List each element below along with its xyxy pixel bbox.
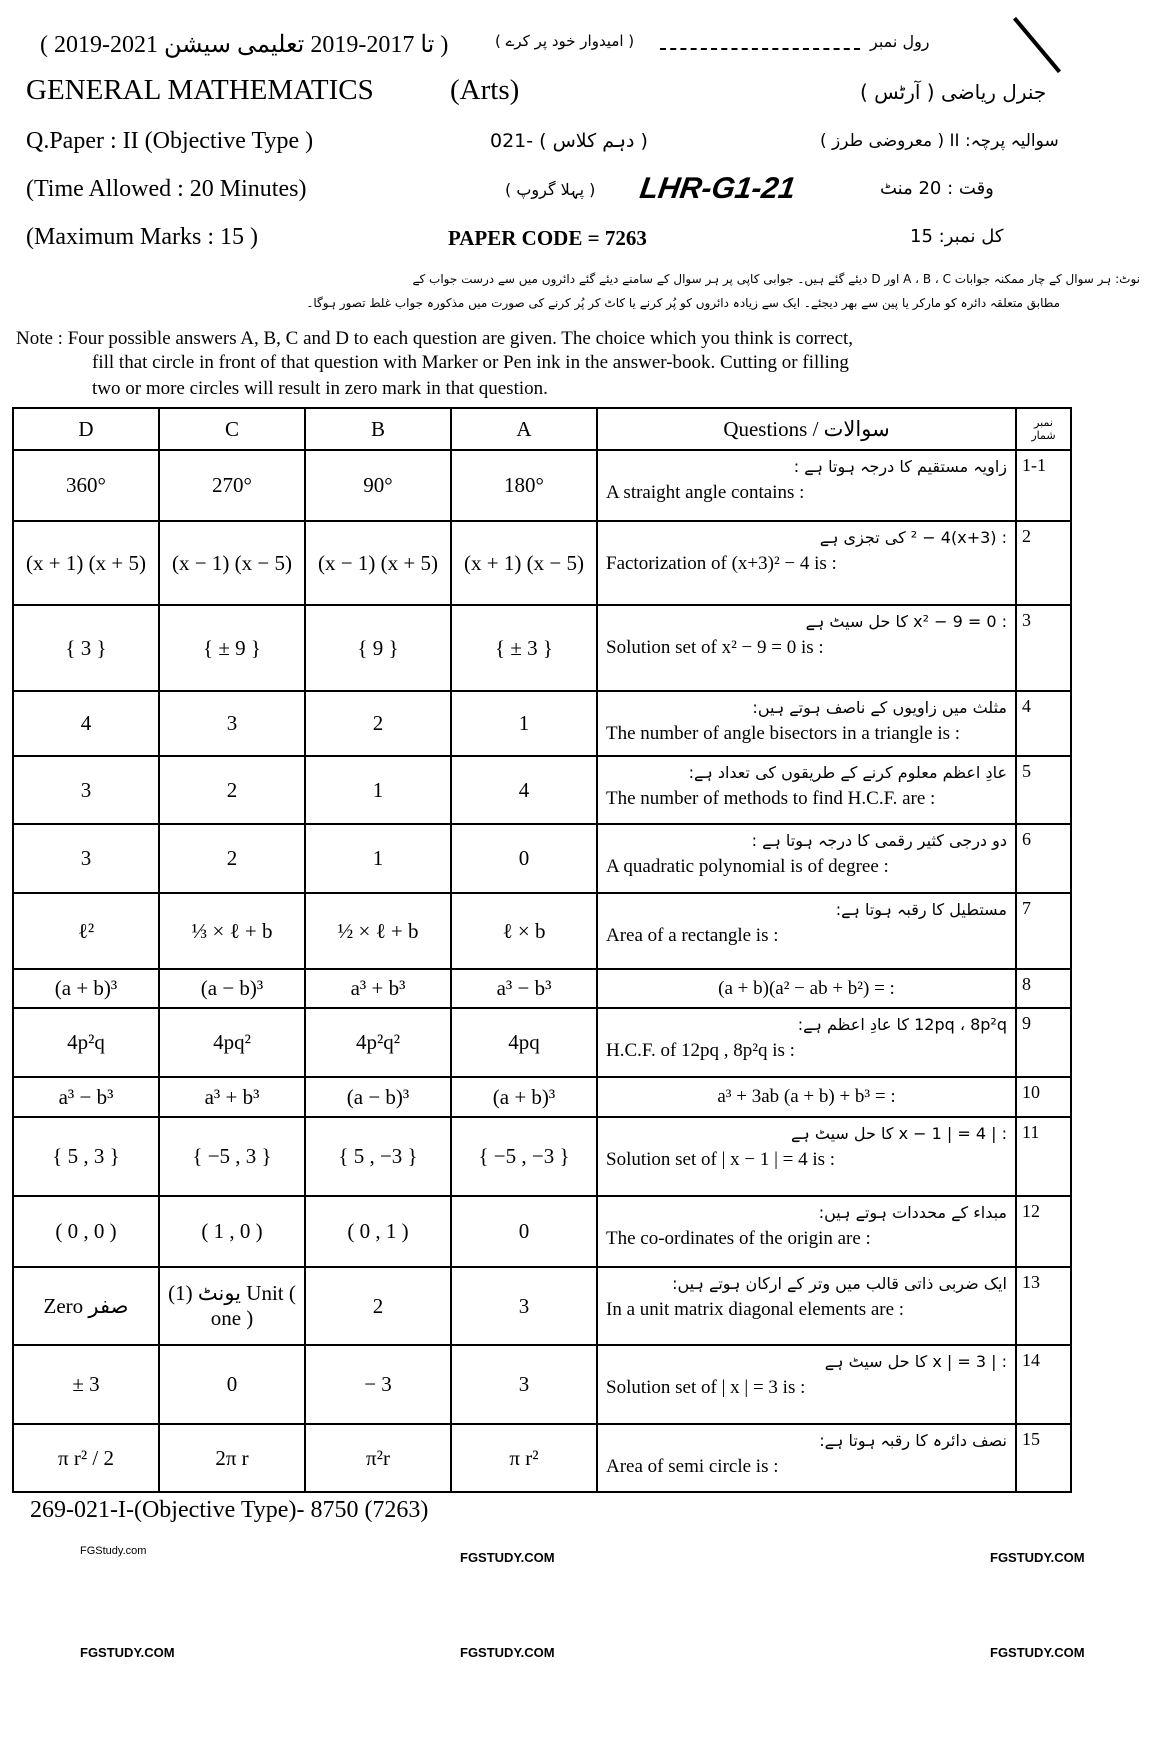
header-a: A <box>451 408 597 450</box>
option-b: 1 <box>305 756 451 824</box>
option-c: ( 1 , 0 ) <box>159 1196 305 1267</box>
watermark: FGSTUDY.COM <box>80 1645 175 1660</box>
question-urdu: زاویہ مستقیم کا درجہ ہوتا ہے : <box>793 457 1007 476</box>
option-b: 90° <box>305 450 451 521</box>
option-b: 2 <box>305 1267 451 1345</box>
option-c: 2 <box>159 756 305 824</box>
question-english: The number of methods to find H.C.F. are : <box>606 788 936 809</box>
questions-table <box>12 407 1072 1493</box>
question-english: a³ + 3ab (a + b) + b³ = : <box>717 1086 896 1107</box>
option-b: { 5 , −3 } <box>305 1117 451 1196</box>
table-row <box>13 1345 1071 1424</box>
question-cell <box>597 824 1016 893</box>
english-note-line-3: two or more circles will result in zero mark in that question. <box>92 378 548 399</box>
question-cell <box>597 1008 1016 1077</box>
option-a: 4 <box>451 756 597 824</box>
subject-arts: (Arts) <box>450 74 520 106</box>
subject-urdu: جنرل ریاضی ( آرٹس ) <box>860 80 1047 104</box>
question-cell <box>597 1077 1016 1117</box>
table-row <box>13 756 1071 824</box>
question-urdu: 12pq ، 8p²q کا عادِ اعظم ہے: <box>797 1015 1007 1034</box>
question-english: Area of a rectangle is : <box>606 925 779 946</box>
english-note-line-1: Note : Four possible answers A, B, C and D to each question are given. The choice which you think is correct, <box>16 328 854 349</box>
option-d: 360° <box>13 450 159 521</box>
table-row <box>13 605 1071 691</box>
option-a: π r² <box>451 1424 597 1492</box>
option-b: (a − b)³ <box>305 1077 451 1117</box>
option-d: π r² / 2 <box>13 1424 159 1492</box>
question-number: 4 <box>1016 691 1071 756</box>
question-number: 2 <box>1016 521 1071 605</box>
table-header-row <box>13 408 1071 450</box>
time-allowed: (Time Allowed : 20 Minutes) <box>26 176 307 202</box>
option-a: 3 <box>451 1345 597 1424</box>
question-cell <box>597 1117 1016 1196</box>
option-a: 180° <box>451 450 597 521</box>
paper-code: PAPER CODE = 7263 <box>448 226 647 250</box>
option-b: a³ + b³ <box>305 969 451 1008</box>
header-b: B <box>305 408 451 450</box>
session-label: ( 2019-2021 تا 2017-2019 تعلیمی سیشن ) <box>40 32 449 58</box>
option-d: { 3 } <box>13 605 159 691</box>
question-number: 10 <box>1016 1077 1071 1117</box>
option-c: 270° <box>159 450 305 521</box>
time-urdu: وقت : 20 منٹ <box>880 178 994 199</box>
option-d: 3 <box>13 824 159 893</box>
table-row <box>13 824 1071 893</box>
option-b: { 9 } <box>305 605 451 691</box>
option-c: یونٹ (1) Unit ( one ) <box>159 1267 305 1345</box>
question-number: 15 <box>1016 1424 1071 1492</box>
question-urdu: نصف دائرہ کا رقبہ ہوتا ہے: <box>819 1431 1007 1450</box>
option-c: (a − b)³ <box>159 969 305 1008</box>
pen-stroke-mark <box>1013 17 1061 73</box>
option-b: 2 <box>305 691 451 756</box>
question-cell <box>597 1196 1016 1267</box>
question-cell <box>597 1345 1016 1424</box>
paper-type: Q.Paper : II (Objective Type ) <box>26 128 314 154</box>
header-c: C <box>159 408 305 450</box>
table-row <box>13 1117 1071 1196</box>
question-cell <box>597 1267 1016 1345</box>
option-c: 2 <box>159 824 305 893</box>
question-number: 11 <box>1016 1117 1071 1196</box>
option-d: ( 0 , 0 ) <box>13 1196 159 1267</box>
option-a: 4pq <box>451 1008 597 1077</box>
max-marks: (Maximum Marks : 15 ) <box>26 224 258 250</box>
question-english: H.C.F. of 12pq , 8p²q is : <box>606 1040 795 1061</box>
question-urdu: : x² − 9 = 0 کا حل سیٹ ہے <box>805 612 1007 631</box>
header-questions: Questions / سوالات <box>597 408 1016 450</box>
watermark: FGSTUDY.COM <box>990 1645 1085 1660</box>
question-number: 8 <box>1016 969 1071 1008</box>
option-d: (a + b)³ <box>13 969 159 1008</box>
option-d: 3 <box>13 756 159 824</box>
subject-title: GENERAL MATHEMATICS <box>26 74 374 106</box>
table-row <box>13 1424 1071 1492</box>
option-a: a³ − b³ <box>451 969 597 1008</box>
question-number: 9 <box>1016 1008 1071 1077</box>
option-b: − 3 <box>305 1345 451 1424</box>
option-b: 4p²q² <box>305 1008 451 1077</box>
question-cell <box>597 605 1016 691</box>
question-urdu: : (x+3)² − 4 کی تجزی ہے <box>819 528 1007 547</box>
question-urdu: مبداء کے محددات ہوتے ہیں: <box>818 1203 1007 1222</box>
roll-no-field <box>660 48 860 50</box>
question-english: In a unit matrix diagonal elements are : <box>606 1299 905 1320</box>
watermark: FGSTUDY.COM <box>460 1645 555 1660</box>
question-urdu: مثلث میں زاویوں کے ناصف ہوتے ہیں: <box>752 698 1007 717</box>
option-c: 2π r <box>159 1424 305 1492</box>
question-english: Solution set of x² − 9 = 0 is : <box>606 637 824 658</box>
option-c: (x − 1) (x − 5) <box>159 521 305 605</box>
question-number: 5 <box>1016 756 1071 824</box>
option-a: 0 <box>451 1196 597 1267</box>
question-number: 1-1 <box>1016 450 1071 521</box>
question-urdu: : | x − 1 | = 4 کا حل سیٹ ہے <box>791 1124 1007 1143</box>
question-cell <box>597 969 1016 1008</box>
english-note-line-2: fill that circle in front of that question with Marker or Pen ink in the answer-book. Cutting or filling <box>92 352 849 373</box>
question-number: 12 <box>1016 1196 1071 1267</box>
table-row <box>13 1267 1071 1345</box>
question-cell <box>597 756 1016 824</box>
table-row <box>13 691 1071 756</box>
question-number: 6 <box>1016 824 1071 893</box>
handwritten-code: LHR-G1-21 <box>637 172 798 205</box>
option-d: 4p²q <box>13 1008 159 1077</box>
option-d: 4 <box>13 691 159 756</box>
option-c: ⅓ × ℓ + b <box>159 893 305 969</box>
marks-urdu: کل نمبر: 15 <box>910 226 1004 247</box>
option-a: { ± 3 } <box>451 605 597 691</box>
table-row <box>13 1008 1071 1077</box>
question-english: A quadratic polynomial is of degree : <box>606 856 889 877</box>
option-a: 3 <box>451 1267 597 1345</box>
question-english: Area of semi circle is : <box>606 1456 779 1477</box>
question-number: 7 <box>1016 893 1071 969</box>
option-d: ± 3 <box>13 1345 159 1424</box>
question-urdu: مستطیل کا رقبہ ہوتا ہے: <box>835 900 1007 919</box>
option-a: 1 <box>451 691 597 756</box>
question-cell <box>597 691 1016 756</box>
question-urdu: دو درجی کثیر رقمی کا درجہ ہوتا ہے : <box>751 831 1007 850</box>
question-number: 13 <box>1016 1267 1071 1345</box>
question-cell <box>597 521 1016 605</box>
table-row <box>13 1077 1071 1117</box>
question-english: The co-ordinates of the origin are : <box>606 1228 871 1249</box>
watermark: FGSTUDY.COM <box>990 1550 1085 1565</box>
table-row <box>13 1196 1071 1267</box>
header-qno: نمبر شمار <box>1016 408 1071 450</box>
option-a: ℓ × b <box>451 893 597 969</box>
question-cell <box>597 893 1016 969</box>
question-english: A straight angle contains : <box>606 482 805 503</box>
option-b: ( 0 , 1 ) <box>305 1196 451 1267</box>
option-b: 1 <box>305 824 451 893</box>
option-c: 4pq² <box>159 1008 305 1077</box>
option-a: { −5 , −3 } <box>451 1117 597 1196</box>
question-english: Solution set of | x | = 3 is : <box>606 1377 806 1398</box>
watermark: FGStudy.com <box>80 1545 147 1557</box>
question-english: The number of angle bisectors in a triangle is : <box>606 723 961 744</box>
option-b: ½ × ℓ + b <box>305 893 451 969</box>
urdu-note-line-1: نوٹ: ہر سوال کے چار ممکنہ جوابات A ، B ، C اور D دیئے گئے ہیں۔ جوابی کاپی پر ہر سوال کے سامنے دیئے گئے دائروں میں سے درست جواب کے <box>412 272 1140 286</box>
table-row <box>13 450 1071 521</box>
option-d: Zero صفر <box>13 1267 159 1345</box>
option-a: (a + b)³ <box>451 1077 597 1117</box>
option-c: a³ + b³ <box>159 1077 305 1117</box>
option-c: 3 <box>159 691 305 756</box>
option-a: 0 <box>451 824 597 893</box>
candidate-note: ( امیدوار خود پر کرے ) <box>495 32 635 50</box>
question-english: (a + b)(a² − ab + b²) = : <box>718 977 895 999</box>
paper-type-urdu: سوالیہ پرچہ: II ( معروضی طرز ) <box>820 131 1059 151</box>
option-b: (x − 1) (x + 5) <box>305 521 451 605</box>
option-d: (x + 1) (x + 5) <box>13 521 159 605</box>
table-row <box>13 521 1071 605</box>
header-d: D <box>13 408 159 450</box>
option-d: { 5 , 3 } <box>13 1117 159 1196</box>
option-b: π²r <box>305 1424 451 1492</box>
option-a: (x + 1) (x − 5) <box>451 521 597 605</box>
urdu-note-line-2: مطابق متعلقہ دائرہ کو مارکر یا پین سے بھر دیجئے۔ ایک سے زیادہ دائروں کو پُر کرنے یا کاٹ کر پُر کرنے کی صورت میں مذکورہ جواب غلط تصور ہوگا۔ <box>306 296 1060 310</box>
question-number: 3 <box>1016 605 1071 691</box>
watermark: FGSTUDY.COM <box>460 1550 555 1565</box>
question-urdu: ایک ضربی ذاتی قالب میں وتر کے ارکان ہوتے ہیں: <box>672 1274 1007 1293</box>
option-d: ℓ² <box>13 893 159 969</box>
question-cell <box>597 1424 1016 1492</box>
option-c: 0 <box>159 1345 305 1424</box>
group-label: ( پہلا گروپ ) <box>505 180 596 199</box>
question-english: Factorization of (x+3)² − 4 is : <box>606 553 837 574</box>
roll-no-label: رول نمبر <box>870 32 930 51</box>
question-number: 14 <box>1016 1345 1071 1424</box>
question-urdu: عادِ اعظم معلوم کرنے کے طریقوں کی تعداد ہے: <box>688 763 1007 782</box>
option-c: { ± 9 } <box>159 605 305 691</box>
question-urdu: : | x | = 3 کا حل سیٹ ہے <box>824 1352 1007 1371</box>
option-c: { −5 , 3 } <box>159 1117 305 1196</box>
class-code: ( دہم کلاس ) -021 <box>490 130 648 152</box>
question-cell <box>597 450 1016 521</box>
question-english: Solution set of | x − 1 | = 4 is : <box>606 1149 836 1170</box>
footer-code: 269-021-I-(Objective Type)- 8750 (7263) <box>30 1497 429 1523</box>
table-row <box>13 893 1071 969</box>
table-row <box>13 969 1071 1008</box>
option-d: a³ − b³ <box>13 1077 159 1117</box>
